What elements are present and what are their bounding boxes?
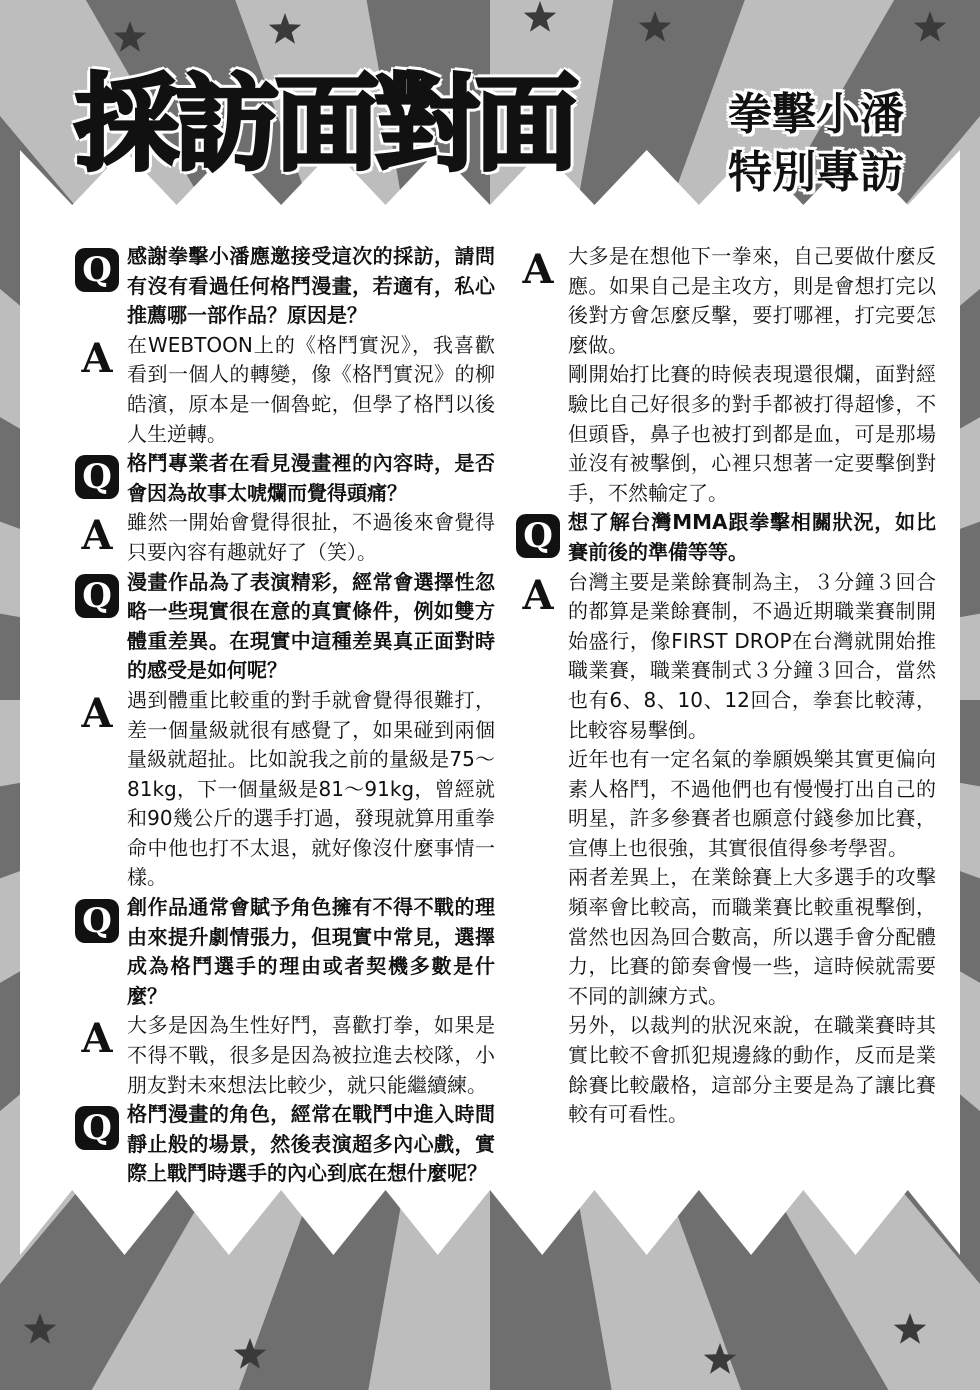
answer-badge-icon <box>75 689 119 737</box>
question-text: 格鬥專業者在看見漫畫裡的內容時，是否會因為故事太唬爛而覺得頭痛？ <box>127 451 495 505</box>
a-letter: A <box>522 246 554 293</box>
answer-paragraph: 剛開始打比賽的時候表現還很爛，面對經驗比自己好很多的對手都被打得超慘，不但頭昏，鼻子也被打到都是血，可是那場並沒有被擊倒，心裡只想著一定要擊倒對手，不然輸定了。 <box>568 362 936 505</box>
answer-block <box>75 331 495 449</box>
answer-paragraph: 近年也有一定名氣的拳願娛樂其實更偏向素人格鬥，不過他們也有慢慢打出自己的明星，許多參賽者也願意付錢參加比賽，宣傳上也很強，其實很值得參考學習。 <box>568 747 936 860</box>
q-letter: Q <box>75 1106 119 1150</box>
answer-badge-icon <box>75 1017 119 1061</box>
question-badge-icon <box>516 514 560 558</box>
answer-text: 台灣主要是業餘賽制為主，３分鐘３回合的都算是業餘賽制，不過近期職業賽制開始盛行，像FIRST DROP在台灣就開始推職業賽，職業賽制式３分鐘３回合，當然也有6、8、10、12回合，拳套比較薄，比較容易擊倒。 <box>568 569 936 742</box>
answer-block <box>75 1011 495 1100</box>
answer-text: 大多是因為生性好鬥，喜歡打拳，如果是不得不戰，很多是因為被拉進去校隊，小朋友對未來想法比較少，就只能繼續練。 <box>127 1013 495 1097</box>
q-letter: Q <box>75 248 119 292</box>
answer-block <box>516 568 936 746</box>
q-letter: Q <box>516 514 560 558</box>
answer-badge-icon <box>516 248 560 292</box>
q-letter: Q <box>75 574 119 618</box>
answer-block <box>516 242 936 360</box>
subtitle-line-2: 特別專訪 <box>728 147 904 198</box>
question-badge-icon <box>75 899 119 943</box>
question-badge-icon <box>75 574 119 618</box>
question-text: 想了解台灣MMA跟拳擊相關狀況，如比賽前後的準備等等。 <box>568 510 936 564</box>
answer-badge-icon <box>75 334 119 382</box>
a-letter: A <box>522 571 554 619</box>
answer-block <box>75 508 495 567</box>
answer-text: 在WEBTOON上的《格鬥實況》，我喜歡看到一個人的轉變，像《格鬥實況》的柳皓濱，原本是一個魯蛇，但學了格鬥以後人生逆轉。 <box>127 332 495 446</box>
question-badge-icon <box>75 455 119 499</box>
question-block <box>75 893 495 1011</box>
question-block <box>75 242 495 331</box>
question-text: 格鬥漫畫的角色，經常在戰鬥中進入時間靜止般的場景，然後表演超多內心戲，實際上戰鬥時選手的內心到底在想什麼呢？ <box>127 1102 495 1186</box>
q-letter: Q <box>75 899 119 943</box>
question-block <box>75 1100 495 1189</box>
question-block <box>75 449 495 508</box>
subtitle-line-1: 拳擊小潘 <box>728 89 904 140</box>
answer-paragraph: 兩者差異上，在業餘賽上大多選手的攻擊頻率會比較高，而職業賽比較重視擊倒，當然也因為回合數高，所以選手會分配體力，比賽的節奏會慢一些，這時候就需要不同的訓練方式。 <box>568 865 936 1008</box>
a-letter: A <box>81 689 113 737</box>
answer-badge-icon <box>516 571 560 619</box>
question-block <box>516 508 936 567</box>
a-letter: A <box>81 1015 113 1063</box>
right-column <box>516 242 936 1130</box>
question-text: 感謝拳擊小潘應邀接受這次的採訪，請問有沒有看過任何格鬥漫畫，若適有，私心推薦哪一部作品？原因是？ <box>127 244 495 328</box>
left-column <box>75 242 495 1189</box>
q-letter: Q <box>75 455 119 499</box>
question-text: 創作品通常會賦予角色擁有不得不戰的理由來提升劇情張力，但現實中常見，選擇成為格鬥選手的理由或者契機多數是什麼？ <box>127 895 495 1008</box>
page-title: 採訪面對面 <box>75 63 576 185</box>
answer-block <box>75 686 495 893</box>
question-block <box>75 568 495 686</box>
question-badge-icon <box>75 248 119 292</box>
a-letter: A <box>81 334 113 382</box>
question-text: 漫畫作品為了表演精彩，經常會選擇性忽略一些現實很在意的真實條件，例如雙方體重差異。在現實中這種差異真正面對時的感受是如何呢？ <box>127 569 495 683</box>
answer-text: 大多是在想他下一拳來，自己要做什麼反應。如果自己是主攻方，則是會想打完以後對方會怎麼反擊，要打哪裡，打完要怎麼做。 <box>568 244 936 357</box>
answer-text: 遇到體重比較重的對手就會覺得很難打，差一個量級就很有感覺了，如果碰到兩個量級就超扯。比如說我之前的量級是75～81kg，下一個量級是81～91kg，曾經就和90幾公斤的選手打過，發現就算用重拳命中他也打不太退，就好像沒什麼事情一樣。 <box>127 687 495 890</box>
question-badge-icon <box>75 1106 119 1150</box>
answer-text: 雖然一開始會覺得很扯，不過後來會覺得只要內容有趣就好了（笑）。 <box>127 510 495 564</box>
a-letter: A <box>81 512 113 560</box>
answer-paragraph: 另外，以裁判的狀況來說，在職業賽時其實比較不會抓犯規邊緣的動作，反而是業餘賽比較嚴格，這部分主要是為了讓比賽較有可看性。 <box>568 1013 936 1127</box>
answer-badge-icon <box>75 514 119 558</box>
page-subtitle <box>716 86 916 202</box>
